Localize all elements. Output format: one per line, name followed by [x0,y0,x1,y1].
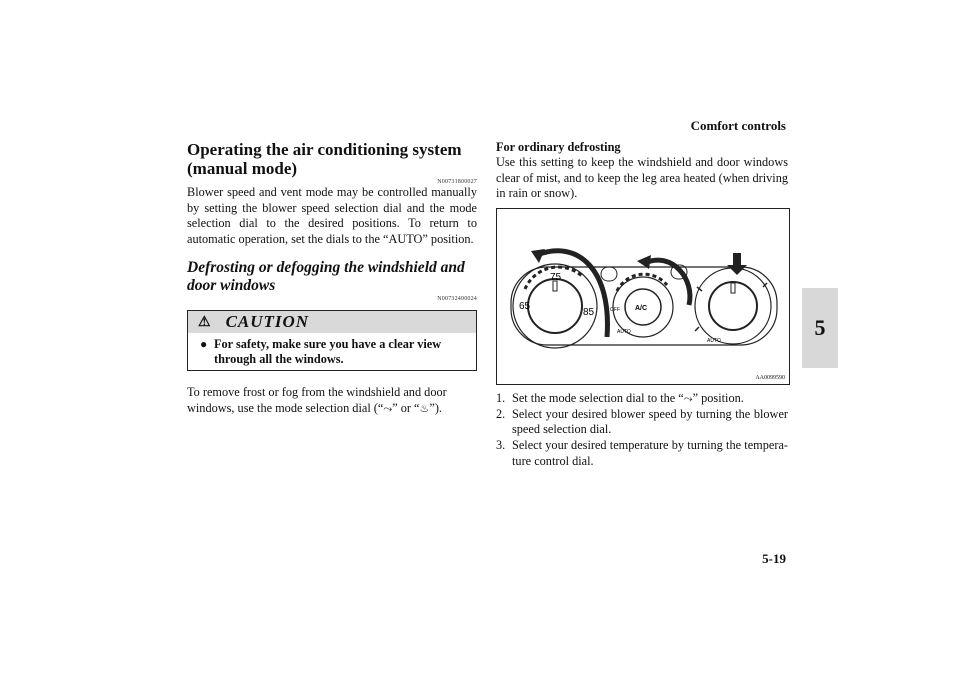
defrost-paragraph [187,385,477,416]
temperature-rotation-arrow [537,251,607,337]
step-item [496,407,788,437]
subsection-code: N00732400024 [437,296,477,303]
intro-paragraph: Blower speed and vent mode may be controlled manually by setting the blower speed selection dial and the mode selection dial to the desired positions. To return to automatic operation, set the dials to the “AUTO” position. [187,185,477,246]
defrost-text-prefix: To remove frost or fog from the windshield and door windows, use the mode selection dial (“ [187,385,447,415]
ordinary-defrosting-intro: Use this setting to keep the windshield and door windows clear of mist, and to keep the leg area heated (when driving in rain or snow). [496,155,788,201]
step-number: 3. [496,438,506,453]
step-number: 1. [496,390,506,405]
step-text: Select your desired temperature by turning the tempera-ture control dial. [512,438,788,468]
caution-body [188,333,476,370]
fan-off-label: OFF [610,306,620,313]
temperature-65-label: 65 [519,300,531,312]
defrost-windshield-icon: ♨ [419,401,430,415]
temperature-arrow-head [531,249,545,263]
page-number: 5-19 [762,551,786,566]
fan-auto-label: AUTO [617,328,631,335]
defrost-text-suffix: ”). [429,400,443,415]
caution-title: CAUTION [225,312,310,332]
step-text [512,391,744,406]
temperature-75-label: 75 [550,271,562,283]
page-header: Comfort controls [690,118,786,133]
defrost-leg-icon: ⤳ [383,401,393,415]
step-number: 2. [496,406,506,421]
step-item [496,438,788,468]
caution-box [187,310,477,371]
left-column [187,140,477,417]
section-heading: Operating the air conditioning system (manual mode) [187,140,462,178]
warning-triangle-icon: ⚠ [198,314,212,330]
caution-header [188,311,476,333]
step-item [496,391,788,406]
figure-code: AA0099590 [755,374,785,381]
right-column [496,140,788,470]
ordinary-defrosting-title: For ordinary defrosting [496,140,621,154]
mode-selection-arrow [727,253,747,275]
mode-dial-pointer [731,283,735,293]
temperature-85-label: 85 [583,306,595,318]
bullet-icon: ● [200,337,208,352]
section-code: N00731800027 [437,179,477,185]
defrost-text-middle: ” or “ [392,400,420,415]
subsection-heading: Defrosting or defogging the windshield and door windows [187,259,465,295]
step-1-prefix: Set the mode selection dial to the “ [512,390,684,405]
mode-dial-ring [695,268,771,344]
step-1-suffix: ” position. [692,390,744,405]
mode-auto-label: AUTO [707,337,721,344]
chapter-tab: 5 [802,288,838,368]
caution-text: For safety, make sure you have a clear view through all the windows. [214,337,442,366]
defrost-leg-icon: ⤳ [683,391,693,405]
control-panel-figure [496,208,790,385]
ac-button-label: A/C [635,304,648,312]
steps-list [496,391,788,469]
recirculation-icon [601,267,617,281]
step-text: Select your desired blower speed by turning the blower speed selection dial. [512,406,788,437]
climate-control-illustration [497,209,789,384]
